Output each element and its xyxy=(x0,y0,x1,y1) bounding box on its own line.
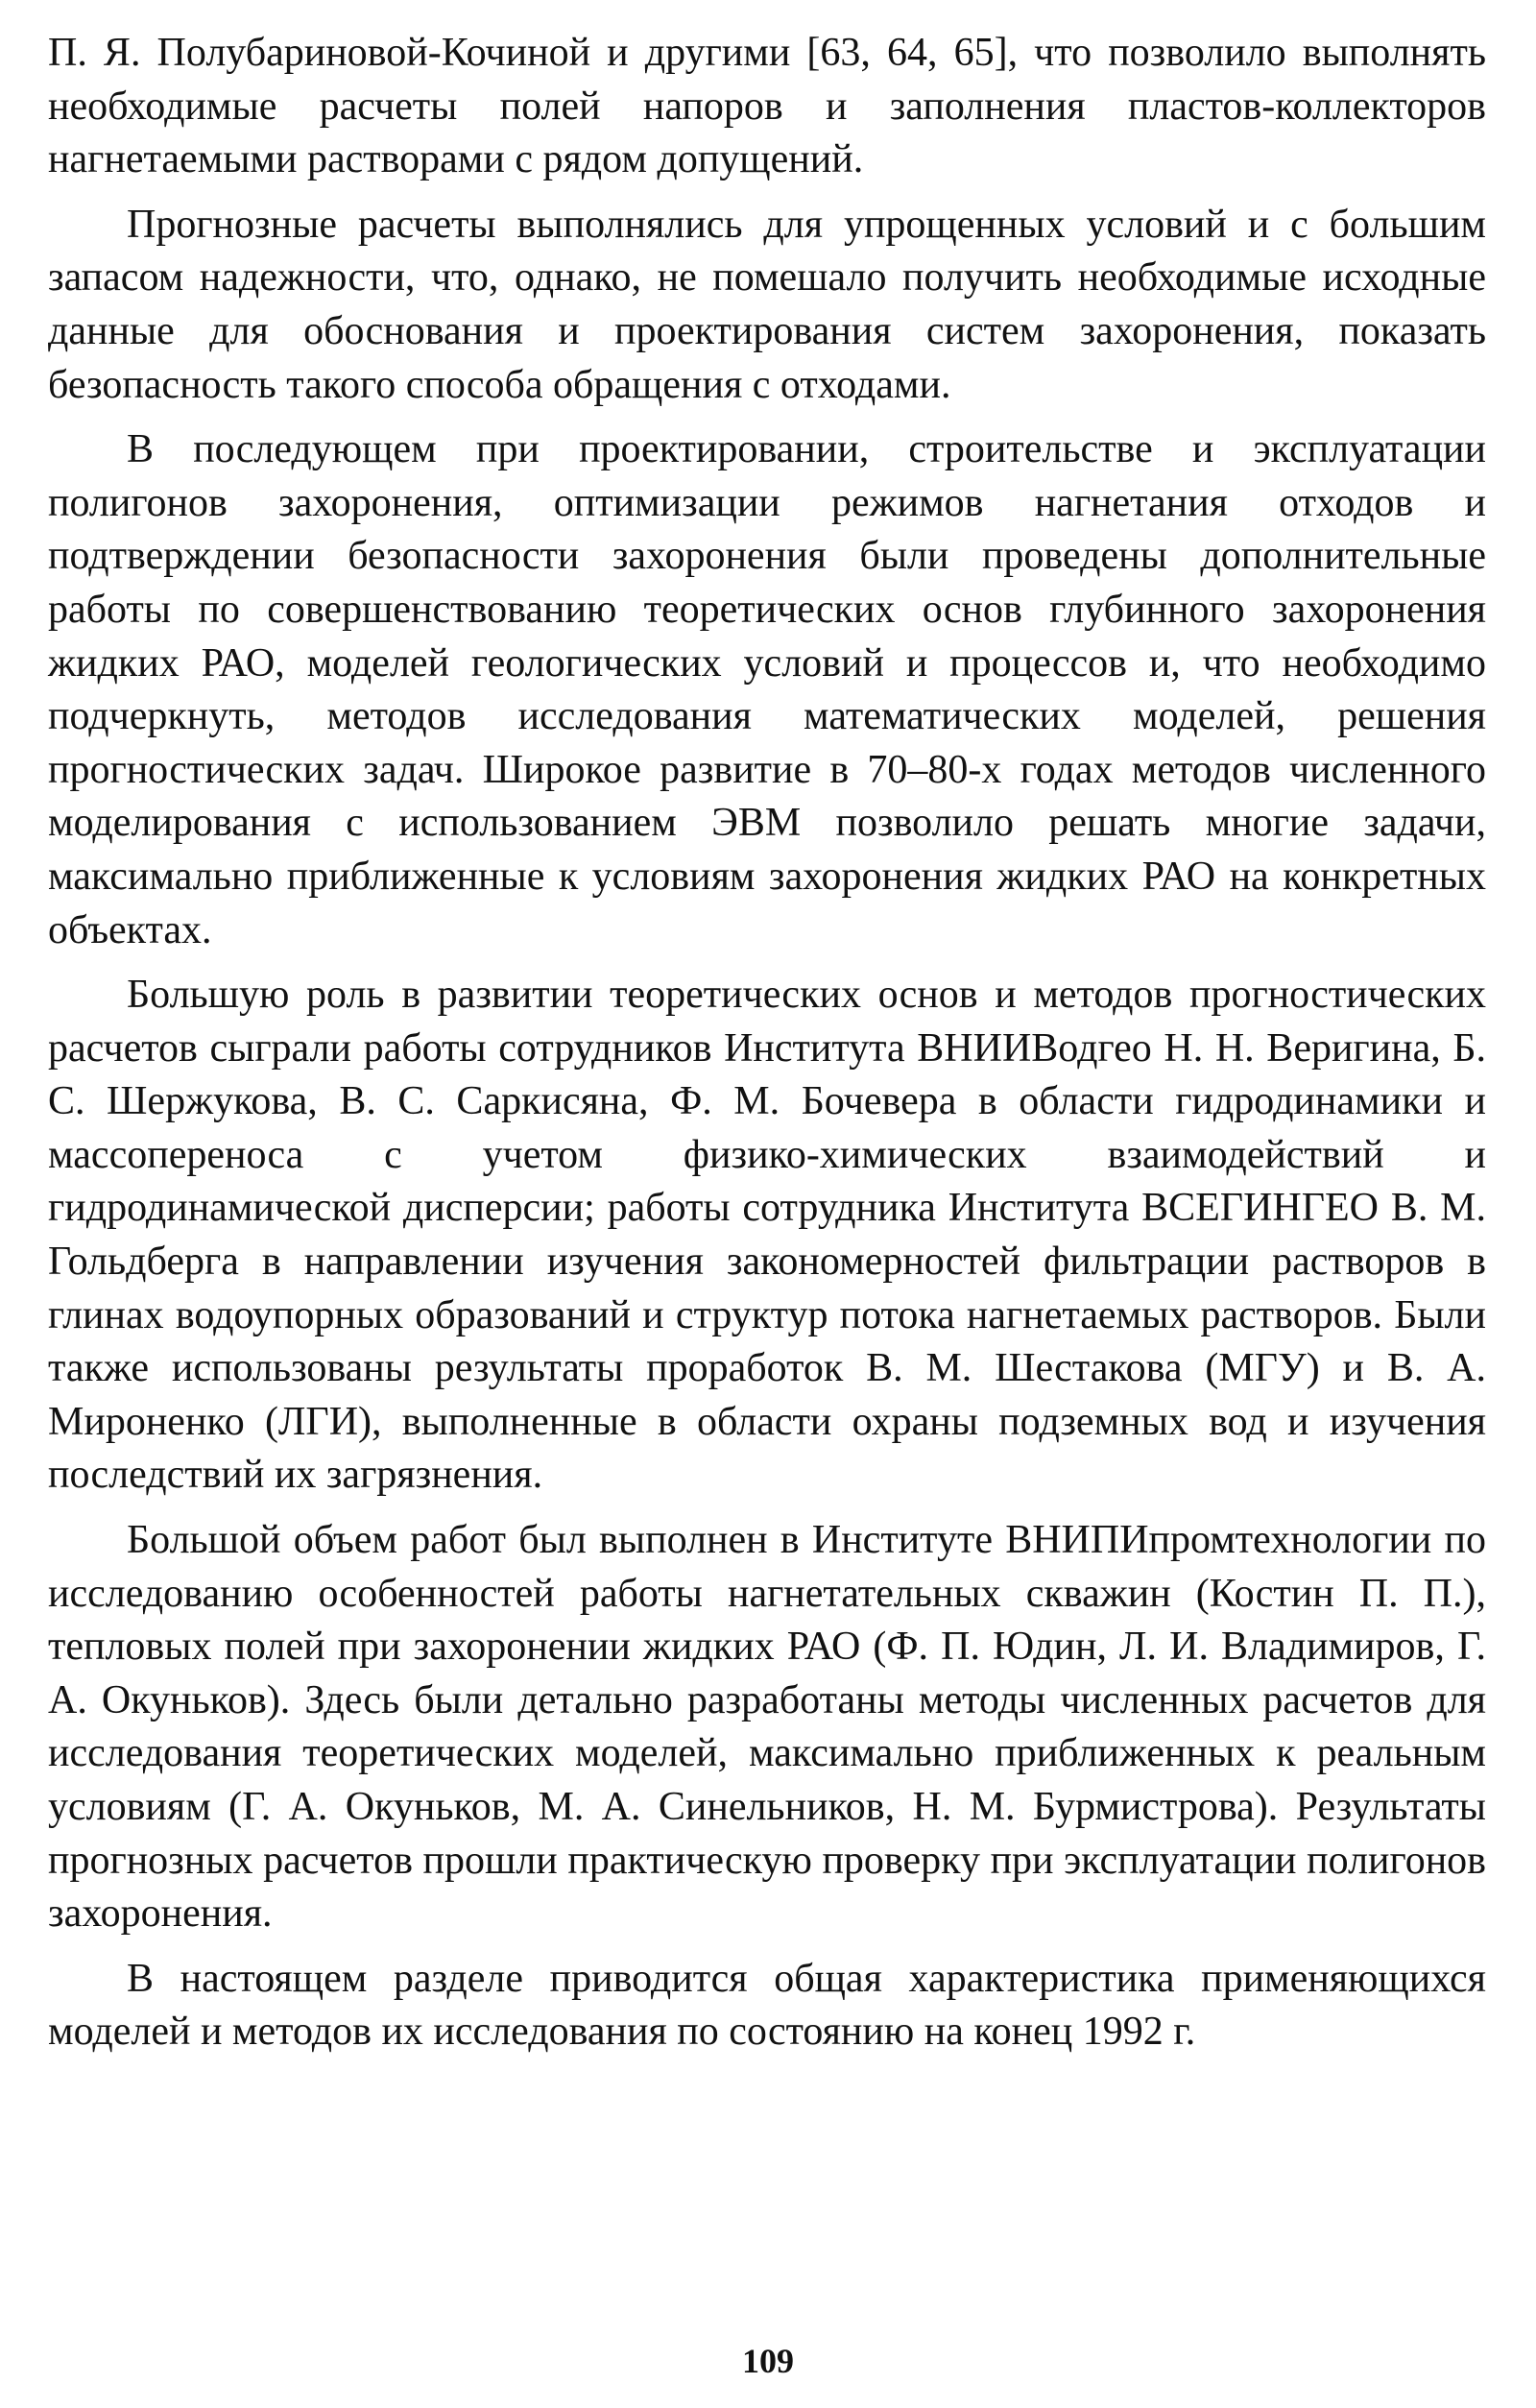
body-text xyxy=(48,27,1486,2071)
page-number: 109 xyxy=(742,2342,794,2380)
paragraph-vniivodgeo-contributions: Большую роль в развитии теоретических основ и методов прогностических расчетов сыграли работы сотрудников Института ВНИИВодгео Н. Н. Веригина, Б. С. Шержукова, В. С. Саркисяна, Ф. М. Бочевера в области гидродинамики и массопереноса с учетом физико-химических взаимодействий и гидродинамической дисперсии; работы сотрудника Института ВСЕГИНГЕО В. М. Гольдберга в направлении изучения закономерностей фильтрации растворов в глинах водоупорных образований и структур потока нагнетаемых растворов. Были также использованы результаты проработок В. М. Шестакова (МГУ) и В. А. Мироненко (ЛГИ), выполненные в области охраны подземных вод и изучения последствий их загрязнения. xyxy=(48,973,1486,1498)
paragraph-continuation: П. Я. Полубариновой-Кочиной и другими [63, 64, 65], что позволило выполнять необходимые расчеты полей напоров и заполнения пластов-коллекторов нагнетаемыми растворами с рядом допущений. xyxy=(48,31,1486,182)
paragraph-vnipipromtekhnologii-work: Большой объем работ был выполнен в Институте ВНИПИпромтехнологии по исследованию особенностей работы нагнетательных скважин (Костин П. П.), тепловых полей при захоронении жидких РАО (Ф. П. Юдин, Л. И. Владимиров, Г. А. Окуньков). Здесь были детально разработаны методы численных расчетов для исследования теоретических моделей, максимально приближенных к реальным условиям (Г. А. Окуньков, М. А. Синельников, Н. М. Бурмистрова). Результаты прогнозных расчетов прошли практическую проверку при эксплуатации полигонов захоронения. xyxy=(48,1518,1486,1937)
paragraph-forecast-calculations: Прогнозные расчеты выполнялись для упрощенных условий и с большим запасом надежности, что, однако, не помешало получить необходимые исходные данные для обоснования и проектирования систем захоронения, показать безопасность такого способа обращения с отходами. xyxy=(48,202,1486,407)
paragraph-subsequent-work: В последующем при проектировании, строительстве и эксплуатации полигонов захоронения, оптимизации режимов нагнетания отходов и подтверждении безопасности захоронения были проведены дополнительные работы по совершенствованию теоретических основ глубинного захоронения жидких РАО, моделей геологических условий и процессов и, что необходимо подчеркнуть, методов исследования математических моделей, решения прогностических задач. Широкое развитие в 70–80-х годах методов численного моделирования с использованием ЭВМ позволило решать многие задачи, максимально приближенные к условиям захоронения жидких РАО на конкретных объектах. xyxy=(48,427,1486,952)
paragraph-section-overview: В настоящем разделе приводится общая характеристика применяющихся моделей и методов их исследования по состоянию на конец 1992 г. xyxy=(48,1956,1486,2055)
